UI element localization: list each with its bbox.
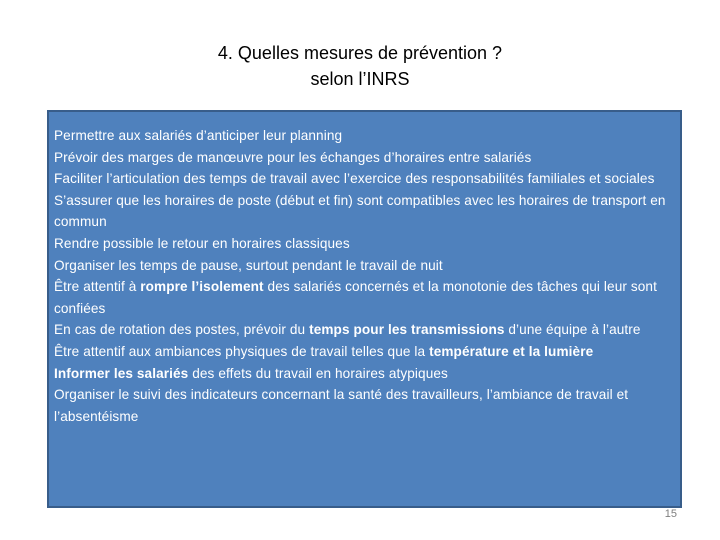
- bullet-item: [54, 255, 674, 277]
- bullet-item: [54, 233, 674, 255]
- emphasized-text: temps pour les transmissions: [309, 322, 505, 338]
- emphasized-text: Informer les salariés: [54, 365, 189, 381]
- bullet-item: [54, 319, 674, 341]
- bullet-item: [54, 190, 674, 233]
- bullet-text: Prévoir des marges de manœuvre pour les échanges d’horaires entre salariés: [54, 149, 532, 165]
- bullet-item: [54, 363, 674, 385]
- bullet-text: S’assurer que les horaires de poste (début et fin) sont compatibles avec les horaires de transport en commun: [54, 192, 666, 230]
- slide-title: [0, 40, 720, 92]
- bullet-text: Permettre aux salariés d’anticiper leur planning: [54, 128, 343, 143]
- page-number: 15: [664, 508, 677, 520]
- bullet-text: Organiser les temps de pause, surtout pendant le travail de nuit: [54, 257, 443, 273]
- bullet-text: Organiser le suivi des indicateurs concernant la santé des travailleurs, l’ambiance de travail et l’absentéisme: [54, 387, 629, 424]
- bullet-item: [54, 168, 674, 190]
- bullet-item: [54, 125, 674, 147]
- bullet-text: d’une équipe à l’autre: [504, 322, 641, 338]
- slide-title-line-1: 4. Quelles mesures de prévention ?: [217, 43, 503, 63]
- emphasized-text: température et la lumière: [429, 343, 594, 359]
- bullet-item: [54, 384, 674, 427]
- bullet-text: Rendre possible le retour en horaires classiques: [54, 235, 350, 251]
- bullet-text: des salariés concernés et la monotonie des tâches qui leur sont confiées: [54, 279, 657, 316]
- bullet-text: En cas de rotation des postes, prévoir du: [54, 322, 310, 338]
- bullet-text: Être attentif à: [54, 279, 141, 295]
- emphasized-text: rompre l’isolement: [140, 279, 264, 295]
- content-box: [47, 110, 682, 508]
- bullet-text: Faciliter l’articulation des temps de travail avec l’exercice des responsabilités familiales et sociales: [54, 171, 655, 187]
- bullet-item: [54, 341, 674, 363]
- slide-title-line-2: selon l’INRS: [310, 69, 410, 89]
- bullet-text: des effets du travail en horaires atypiques: [188, 365, 448, 381]
- bullet-item: [54, 276, 674, 319]
- bullet-item: [54, 147, 674, 169]
- bullet-text: Être attentif aux ambiances physiques de travail telles que la: [54, 343, 430, 359]
